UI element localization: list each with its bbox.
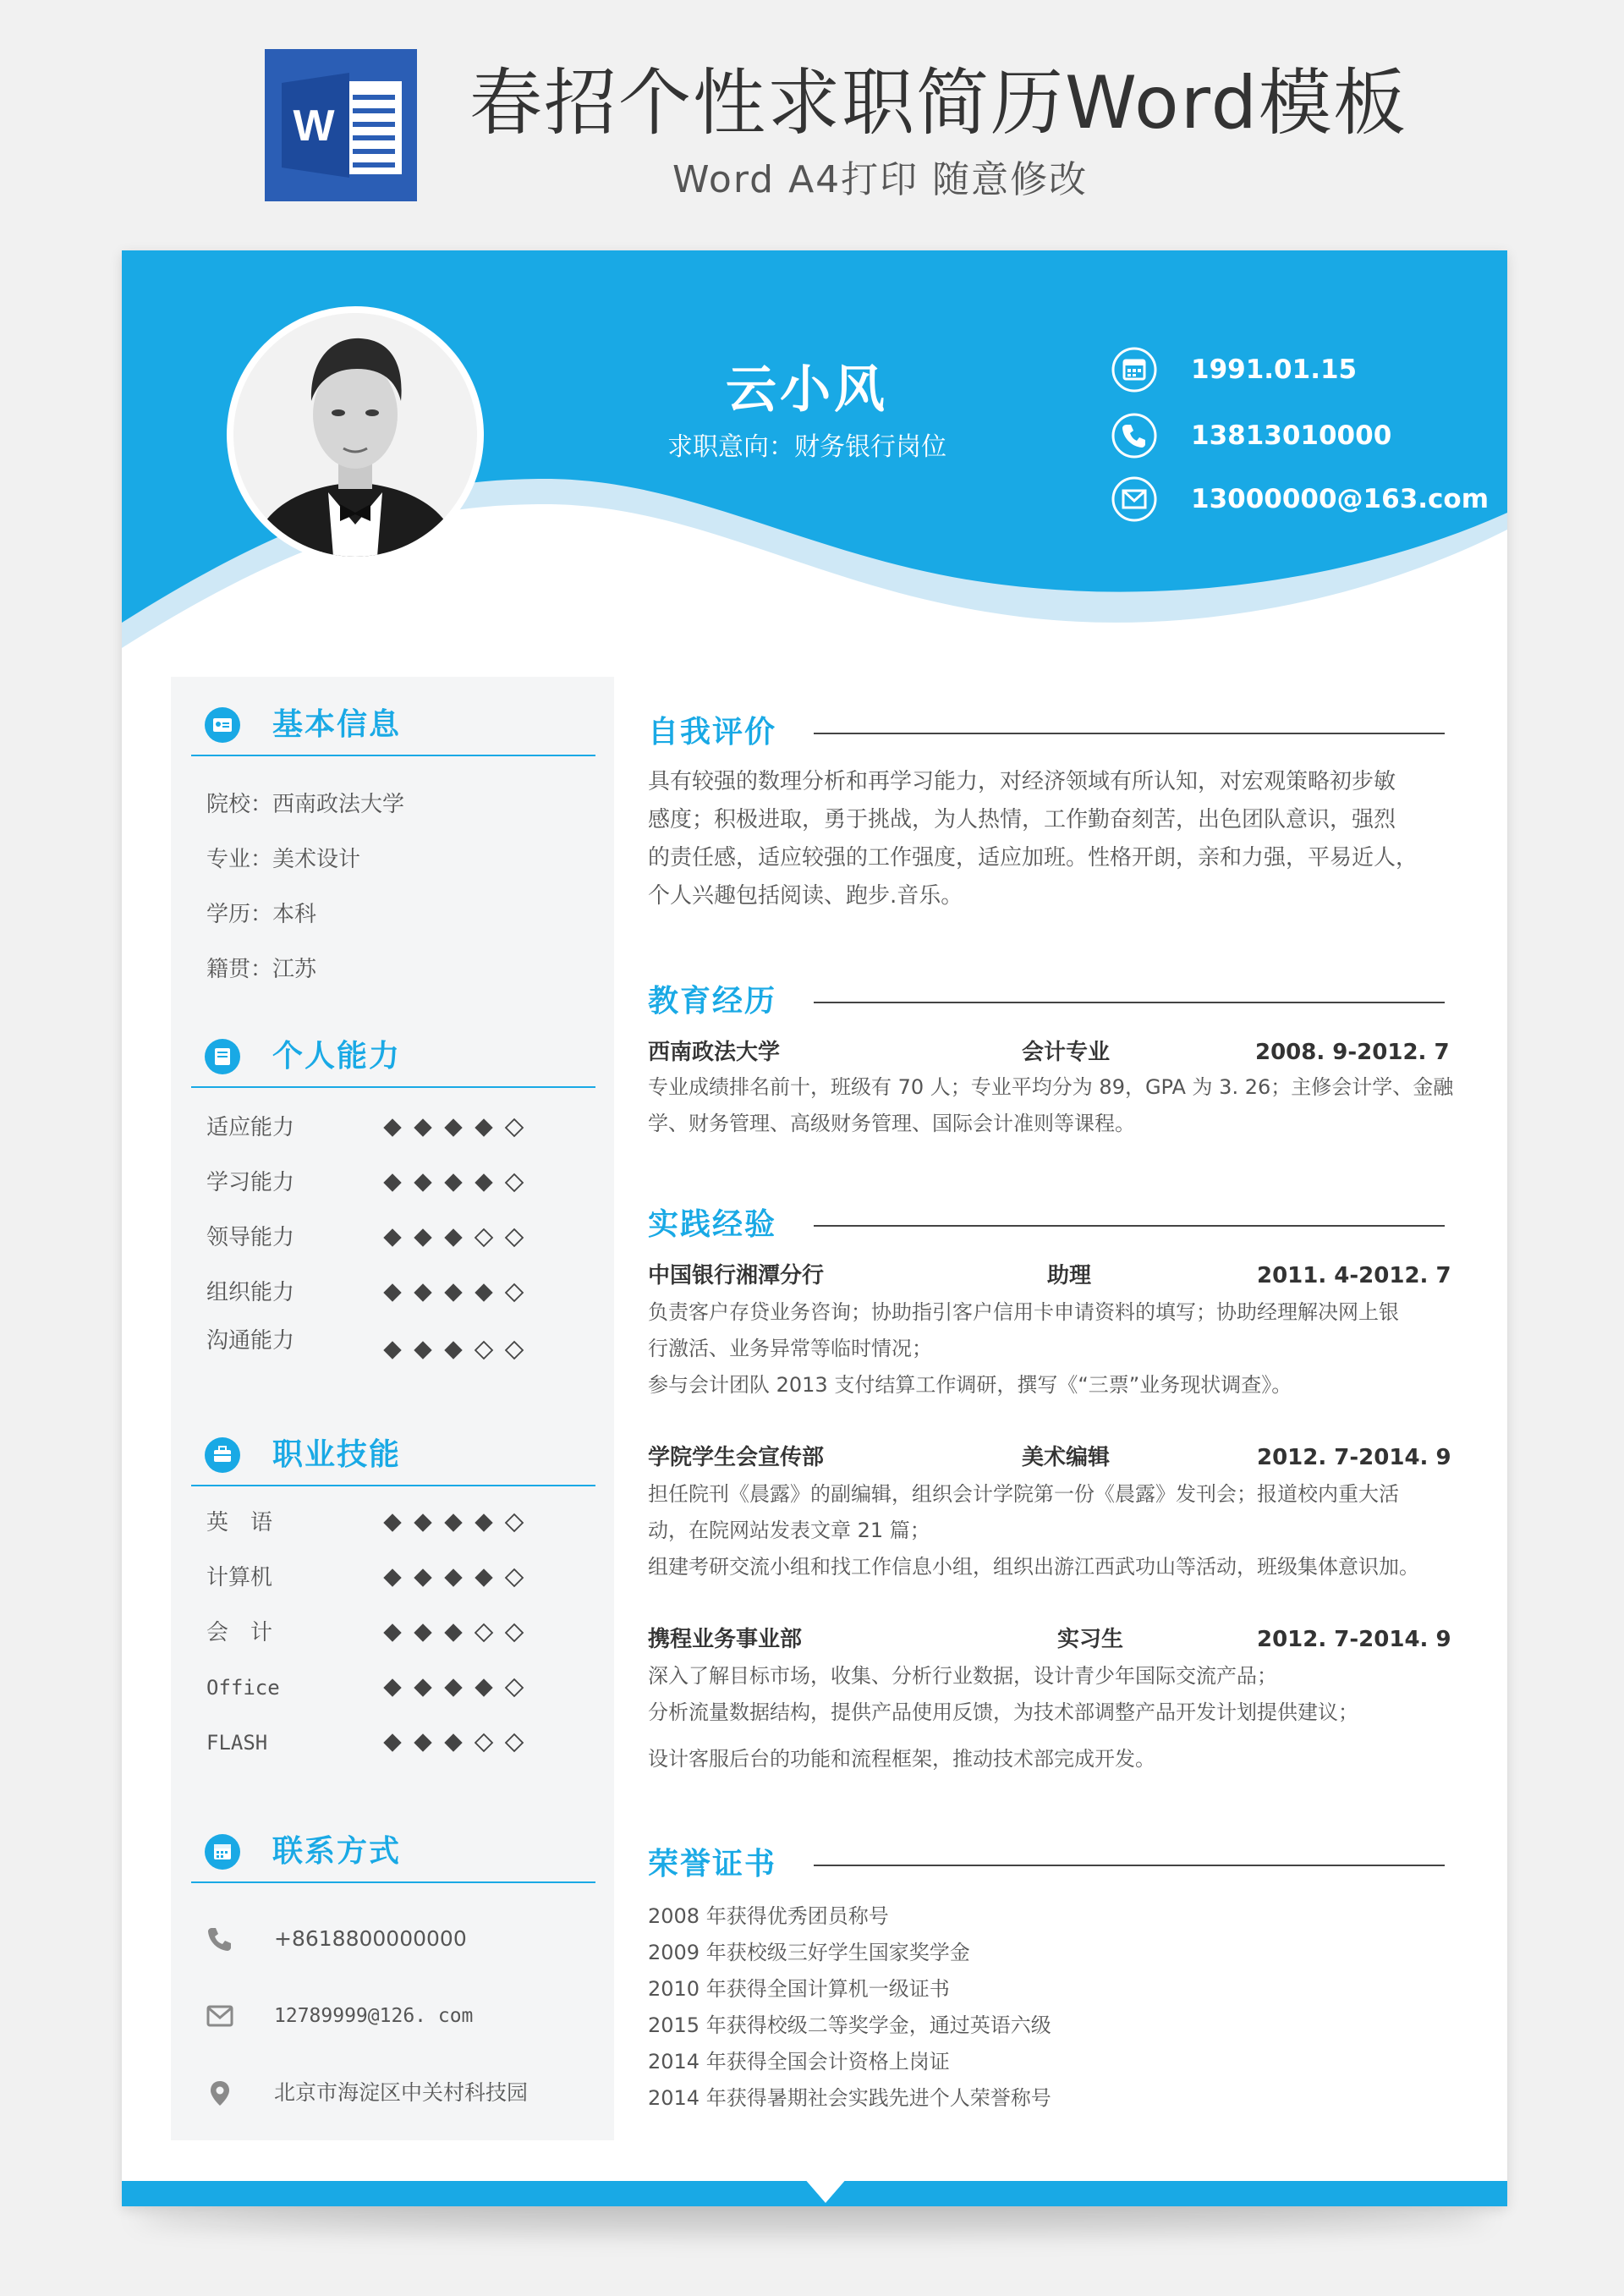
practice-line: 组建考研交流小组和找工作信息小组，组织出游江西武功山等活动，班级集体意识加。	[648, 1555, 1419, 1579]
abilities-title: 个人能力	[272, 1039, 402, 1074]
section-divider	[814, 1002, 1445, 1003]
ability-row	[206, 1107, 579, 1149]
education-line: 专业成绩排名前十，班级有 70 人；专业平均分为 89，GPA 为 3. 26；主修会计学、金融	[648, 1075, 1454, 1099]
honor-item: 2008 年获得优秀团员称号	[648, 1904, 889, 1928]
banner-subtitle: Word A4打印 随意修改	[672, 158, 1089, 201]
practice-role: 实习生	[1057, 1627, 1124, 1652]
banner-title: 春招个性求职简历Word模板	[469, 61, 1408, 146]
calendar-icon	[205, 1834, 240, 1870]
contact-email-text: 12789999@126. com	[274, 2005, 474, 2027]
phone-text: 13813010000	[1191, 420, 1392, 451]
skill-rating	[381, 1676, 533, 1700]
education-school: 西南政法大学	[648, 1040, 781, 1065]
rating-diamond-filled	[445, 1624, 462, 1641]
honor-item: 2010 年获得全国计算机一级证书	[648, 1977, 950, 2001]
skill-label: FLASH	[206, 1731, 268, 1755]
honor-item: 2015 年获得校级二等奖学金，通过英语六级	[648, 2013, 1051, 2037]
rating-diamond-filled	[414, 1569, 431, 1586]
skill-row	[206, 1502, 579, 1544]
rating-diamond-filled	[445, 1342, 462, 1359]
word-logo-letter: W	[293, 102, 335, 151]
rating-diamond-filled	[414, 1342, 431, 1359]
education-header	[648, 975, 1451, 1029]
rating-diamond-filled	[384, 1734, 401, 1751]
skill-row	[206, 1612, 579, 1654]
skill-label: Office	[206, 1676, 280, 1700]
info-hometown: 籍贯：江苏	[206, 957, 317, 982]
rating-diamond-filled	[384, 1514, 401, 1531]
honor-item: 2014 年获得全国会计资格上岗证	[648, 2050, 950, 2074]
skill-rating	[381, 1731, 533, 1755]
word-logo-icon	[265, 49, 417, 201]
ability-label: 沟通能力	[206, 1328, 295, 1354]
honors-header	[648, 1837, 1451, 1892]
practice-org: 携程业务事业部	[648, 1627, 803, 1652]
honor-item: 2014 年获得暑期社会实践先进个人荣誉称号	[648, 2086, 1051, 2110]
contact-phone-text: +8618800000000	[274, 1926, 467, 1951]
rating-diamond-filled	[384, 1229, 401, 1246]
education-period: 2008. 9-2012. 7	[1255, 1040, 1450, 1065]
rating-diamond-empty	[506, 1119, 523, 1136]
self-eval-line: 个人兴趣包括阅读、跑步.音乐。	[648, 883, 963, 909]
practice-period: 2011. 4-2012. 7	[1257, 1263, 1451, 1288]
book-icon	[205, 1039, 240, 1074]
rating-diamond-filled	[384, 1342, 401, 1359]
rating-diamond-empty	[506, 1569, 523, 1586]
rating-diamond-filled	[414, 1174, 431, 1191]
section-divider	[814, 733, 1445, 734]
ability-rating	[381, 1281, 533, 1305]
rating-diamond-filled	[445, 1284, 462, 1301]
skill-label: 英 语	[206, 1510, 273, 1535]
practice-org: 中国银行湘潭分行	[648, 1263, 825, 1288]
info-school: 院校：西南政法大学	[206, 792, 405, 817]
rating-diamond-filled	[384, 1174, 401, 1191]
practice-line: 担任院刊《晨露》的副编辑，组织会计学院第一份《晨露》发刊会；报道校内重大活	[648, 1482, 1399, 1506]
practice-line: 分析流量数据结构，提供产品使用反馈，为技术部调整产品开发计划提供建议；	[648, 1700, 1358, 1724]
rating-diamond-filled	[445, 1514, 462, 1531]
sidebar	[171, 677, 614, 2140]
education-desc	[648, 1069, 1454, 1142]
practice-header	[648, 1198, 1451, 1252]
skills-header	[191, 1425, 595, 1486]
rating-diamond-filled	[384, 1679, 401, 1696]
self-eval-text	[648, 763, 1443, 915]
skill-row	[206, 1557, 579, 1599]
contact-email-row	[206, 1991, 595, 2041]
practice-title: 实践经验	[648, 1207, 777, 1242]
rating-diamond-empty	[475, 1624, 492, 1641]
info-major: 专业：美术设计	[206, 847, 361, 872]
self-eval-title: 自我评价	[648, 715, 777, 750]
rating-diamond-empty	[506, 1284, 523, 1301]
ability-row	[206, 1217, 579, 1259]
id-card-icon	[205, 707, 240, 743]
email-row	[1111, 470, 1501, 529]
rating-diamond-empty	[506, 1679, 523, 1696]
skill-row	[206, 1667, 579, 1709]
skill-label: 计算机	[206, 1565, 273, 1590]
rating-diamond-filled	[475, 1569, 492, 1586]
ability-row	[206, 1320, 579, 1362]
candidate-name: 云小风	[726, 360, 888, 420]
rating-diamond-filled	[445, 1174, 462, 1191]
skill-row	[206, 1722, 579, 1764]
education-entry	[648, 1034, 1450, 1071]
practice-desc	[648, 1294, 1451, 1403]
ability-rating	[381, 1226, 533, 1250]
rating-diamond-filled	[414, 1119, 431, 1136]
rating-diamond-filled	[384, 1569, 401, 1586]
contact-address-row	[206, 2068, 595, 2118]
section-divider	[814, 1865, 1445, 1866]
mail-icon	[1111, 476, 1157, 522]
resume-page	[122, 250, 1507, 2206]
location-pin-icon	[206, 2079, 233, 2106]
practice-role: 美术编辑	[1022, 1445, 1111, 1470]
practice-org: 学院学生会宣传部	[648, 1445, 825, 1470]
practice-line: 设计客服后台的功能和流程框架，推动技术部完成开发。	[648, 1747, 1155, 1771]
practice-period: 2012. 7-2014. 9	[1257, 1627, 1451, 1652]
contact-header	[191, 1822, 595, 1883]
section-divider	[814, 1225, 1445, 1227]
skills-title: 职业技能	[272, 1437, 402, 1472]
practice-entry	[648, 1257, 1451, 1294]
practice-line: 动，在院网站发表文章 21 篇；	[648, 1519, 930, 1542]
ability-row	[206, 1162, 579, 1204]
rating-diamond-empty	[475, 1342, 492, 1359]
practice-entry	[648, 1439, 1451, 1476]
rating-diamond-empty	[506, 1342, 523, 1359]
skill-rating	[381, 1621, 533, 1645]
rating-diamond-filled	[414, 1624, 431, 1641]
abilities-header	[191, 1027, 595, 1088]
job-intention: 求职意向：财务银行岗位	[667, 432, 946, 462]
rating-diamond-filled	[475, 1284, 492, 1301]
contact-phone-row	[206, 1914, 595, 1964]
self-eval-line: 感度；积极进取，勇于挑战，为人热情，工作勤奋刻苦，出色团队意识，强烈	[648, 807, 1396, 832]
self-eval-line: 的责任感，适应较强的工作强度，适应加班。性格开朗，亲和力强，平易近人，	[648, 845, 1418, 871]
phone-icon	[1111, 413, 1157, 459]
practice-desc	[648, 1658, 1451, 1777]
rating-diamond-filled	[475, 1514, 492, 1531]
info-degree: 学历：本科	[206, 902, 317, 927]
profile-photo	[227, 306, 484, 563]
rating-diamond-filled	[445, 1119, 462, 1136]
briefcase-icon	[205, 1437, 240, 1473]
practice-line: 行激活、业务异常等临时情况；	[648, 1337, 932, 1360]
rating-diamond-filled	[414, 1284, 431, 1301]
education-title: 教育经历	[648, 984, 777, 1019]
practice-line: 深入了解目标市场，收集、分析行业数据，设计青少年国际交流产品；	[648, 1664, 1277, 1688]
rating-diamond-filled	[475, 1174, 492, 1191]
skill-rating	[381, 1511, 533, 1535]
rating-diamond-empty	[506, 1514, 523, 1531]
rating-diamond-empty	[506, 1174, 523, 1191]
mail-icon	[206, 2002, 233, 2030]
education-major: 会计专业	[1022, 1040, 1111, 1065]
rating-diamond-empty	[506, 1229, 523, 1246]
honors-list	[648, 1898, 1451, 2117]
portrait-image	[233, 313, 477, 557]
education-line: 学、财务管理、高级财务管理、国际会计准则等课程。	[648, 1112, 1135, 1135]
birthday-row	[1111, 340, 1501, 399]
ability-row	[206, 1272, 579, 1314]
calendar-icon	[1111, 347, 1157, 393]
rating-diamond-empty	[475, 1734, 492, 1751]
email-text: 13000000@163.com	[1191, 484, 1490, 514]
honors-title: 荣誉证书	[648, 1847, 777, 1881]
self-eval-line: 具有较强的数理分析和再学习能力，对经济领域有所认知，对宏观策略初步敏	[648, 769, 1396, 794]
skill-label: 会 计	[206, 1620, 273, 1645]
skill-rating	[381, 1566, 533, 1590]
ability-rating	[381, 1116, 533, 1140]
rating-diamond-filled	[475, 1679, 492, 1696]
rating-diamond-empty	[475, 1229, 492, 1246]
rating-diamond-filled	[445, 1229, 462, 1246]
rating-diamond-filled	[414, 1514, 431, 1531]
footer-notch	[804, 2178, 848, 2203]
ability-label: 组织能力	[206, 1280, 295, 1305]
ability-rating	[381, 1338, 533, 1362]
basic-info-header	[191, 695, 595, 756]
basic-info-title: 基本信息	[272, 707, 402, 742]
rating-diamond-empty	[506, 1734, 523, 1751]
rating-diamond-filled	[414, 1679, 431, 1696]
practice-period: 2012. 7-2014. 9	[1257, 1445, 1451, 1470]
rating-diamond-filled	[445, 1679, 462, 1696]
birthday-text: 1991.01.15	[1191, 354, 1358, 385]
practice-line: 参与会计团队 2013 支付结算工作调研，撰写《“三票”业务现状调查》。	[648, 1373, 1292, 1397]
rating-diamond-filled	[414, 1229, 431, 1246]
contact-title: 联系方式	[272, 1834, 402, 1869]
ability-label: 学习能力	[206, 1170, 295, 1195]
practice-entry	[648, 1621, 1451, 1658]
contact-address-text: 北京市海淀区中关村科技园	[274, 2080, 529, 2105]
rating-diamond-filled	[445, 1569, 462, 1586]
ability-rating	[381, 1171, 533, 1195]
rating-diamond-filled	[445, 1734, 462, 1751]
ability-label: 适应能力	[206, 1115, 295, 1140]
rating-diamond-filled	[384, 1284, 401, 1301]
rating-diamond-filled	[384, 1119, 401, 1136]
rating-diamond-filled	[384, 1624, 401, 1641]
rating-diamond-empty	[506, 1624, 523, 1641]
self-eval-header	[648, 706, 1451, 760]
phone-icon	[206, 1925, 233, 1953]
practice-role: 助理	[1047, 1263, 1092, 1288]
rating-diamond-filled	[414, 1734, 431, 1751]
phone-row	[1111, 406, 1501, 465]
honor-item: 2009 年获校级三好学生国家奖学金	[648, 1941, 970, 1964]
ability-label: 领导能力	[206, 1225, 295, 1250]
practice-line: 负责客户存贷业务咨询；协助指引客户信用卡申请资料的填写；协助经理解决网上银	[648, 1300, 1399, 1324]
practice-desc	[648, 1476, 1451, 1585]
rating-diamond-filled	[475, 1119, 492, 1136]
